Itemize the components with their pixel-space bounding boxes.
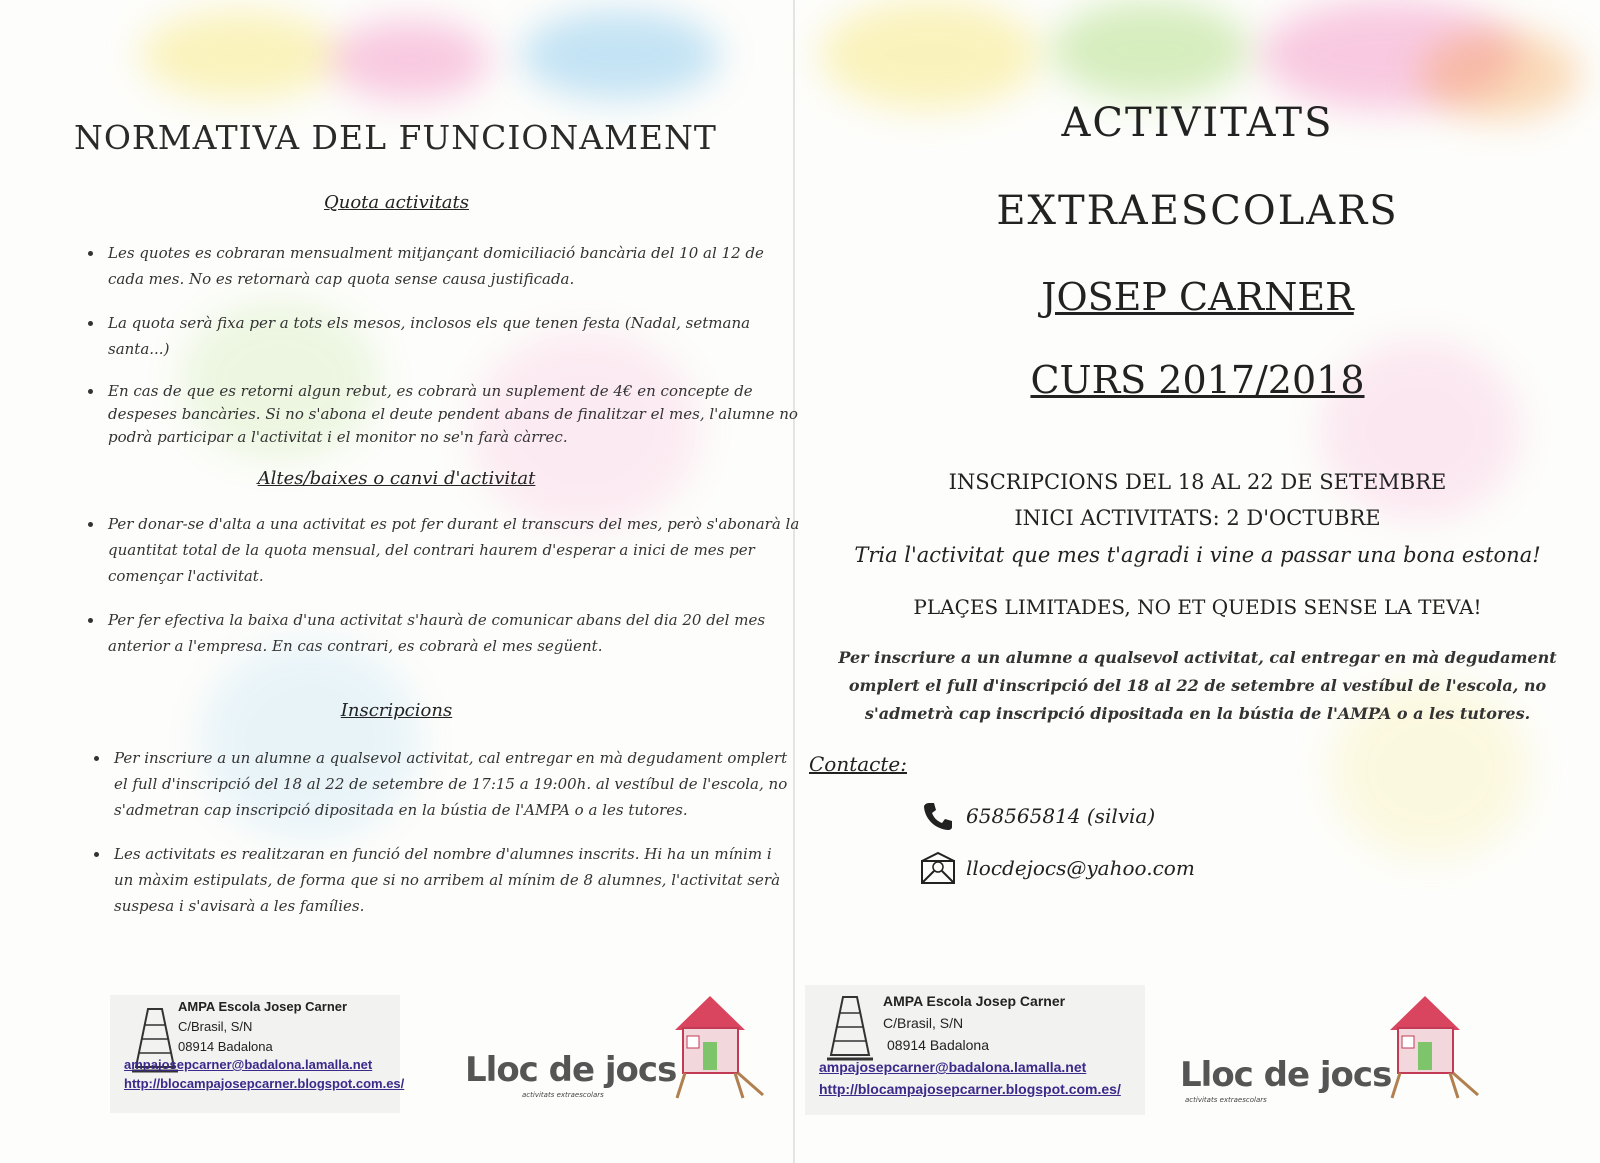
limited-places: PLAÇES LIMITADES, NO ET QUEDIS SENSE LA TEVA! bbox=[913, 595, 1482, 619]
start-date: INICI ACTIVITATS: 2 D'OCTUBRE bbox=[1014, 506, 1381, 530]
ampa-address bbox=[110, 995, 405, 1113]
email-address[interactable]: llocdejocs@yahoo.com bbox=[966, 856, 1195, 880]
ampa-address bbox=[805, 985, 1145, 1115]
email-row bbox=[920, 850, 1195, 886]
phone-row bbox=[920, 798, 1155, 834]
rules-list-altes bbox=[74, 511, 804, 659]
ampa-name: AMPA Escola Josep Carner bbox=[178, 999, 348, 1014]
section-heading-quota: Quota activitats bbox=[323, 192, 470, 213]
ampa-city: 08914 Badalona bbox=[887, 1037, 989, 1053]
lloc-de-jocs-tagline: activitats extraescolars bbox=[1185, 1096, 1267, 1104]
ampa-street: C/Brasil, S/N bbox=[883, 1015, 964, 1031]
section-heading-altes: Altes/baixes o canvi d'activitat bbox=[257, 468, 536, 489]
course-year: CURS 2017/2018 bbox=[1030, 358, 1365, 402]
tagline: Tria l'activitat que mes t'agradi i vine a passar una bona estona! bbox=[854, 543, 1541, 567]
section-heading-inscripcions: Inscripcions bbox=[340, 700, 453, 721]
email-icon bbox=[920, 850, 956, 886]
ampa-footer bbox=[110, 995, 405, 1113]
inscriptions-dates: INSCRIPCIONS DEL 18 AL 22 DE SETEMBRE bbox=[948, 470, 1447, 494]
announcement-panel bbox=[795, 0, 1600, 1163]
title-activitats: ACTIVITATS bbox=[1061, 100, 1334, 146]
contact-label: Contacte: bbox=[809, 752, 907, 776]
lloc-de-jocs-tagline: activitats extraescolars bbox=[522, 1091, 604, 1099]
ampa-blog-link[interactable]: http://blocampajosepcarner.blogspot.com.es/ bbox=[819, 1081, 1121, 1097]
list-item: • La quota serà fixa per a tots els mesos, inclosos els que tenen festa (Nadal, setmana santa...) bbox=[104, 310, 804, 362]
rules-list-inscripcions bbox=[80, 745, 790, 919]
list-item: • Per fer efectiva la baixa d'una activitat s'haurà de comunicar abans del dia 20 del mes anterior a l'empresa. En cas contrari, es cobrarà el mes següent. bbox=[104, 607, 804, 659]
ampa-email-link[interactable]: ampajosepcarner@badalona.lamalla.net bbox=[819, 1059, 1087, 1075]
phone-icon bbox=[920, 798, 956, 834]
ampa-city: 08914 Badalona bbox=[178, 1039, 273, 1054]
playhouse-icon bbox=[1380, 990, 1480, 1100]
ampa-blog-link[interactable]: http://blocampajosepcarner.blogspot.com.es/ bbox=[124, 1076, 405, 1091]
list-item: • En cas de que es retorni algun rebut, es cobrarà un suplement de 4€ en concepte de despeses bancàries. Si no s'abona el deute pendent abans de finalitzar el mes, l'alumne no podrà participar a l'activitat i el monitor no se'n farà càrrec. bbox=[104, 380, 804, 449]
rules-title: NORMATIVA DEL FUNCIONAMENT bbox=[74, 118, 717, 157]
list-item: • Les quotes es cobraran mensualment mitjançant domiciliació bancària del 10 al 12 de cada mes. No es retornarà cap quota sense causa justificada. bbox=[104, 240, 804, 292]
rules-list-quota bbox=[74, 240, 804, 449]
playhouse-icon bbox=[665, 990, 765, 1100]
ampa-street: C/Brasil, S/N bbox=[178, 1019, 253, 1034]
school-name: JOSEP CARNER bbox=[1041, 275, 1354, 319]
list-item: • Per donar-se d'alta a una activitat es pot fer durant el transcurs del mes, però s'abonarà la quantitat total de la quota mensual, del contrari haurem d'esperar a inici de mes per començar l'activitat. bbox=[104, 511, 804, 589]
inscription-notice: Per inscriure a un alumne a qualsevol activitat, cal entregar en mà degudament omplert el full d'inscripció del 18 al 22 de setembre al vestíbul de l'escola, no s'admetrà cap inscripció dipositada en la bústia de l'AMPA o a les tutores. bbox=[838, 648, 1557, 723]
phone-number[interactable]: 658565814 (silvia) bbox=[966, 804, 1156, 828]
title-extraescolars: EXTRAESCOLARS bbox=[996, 188, 1399, 234]
lloc-de-jocs-logo: Lloc de jocs bbox=[465, 1050, 677, 1090]
list-item: • Les activitats es realitzaran en funció del nombre d'alumnes inscrits. Hi ha un mínim i un màxim estipulats, de forma que si no arribem al mínim de 8 alumnes, l'activitat serà suspesa i s'avisarà a les famílies. bbox=[110, 841, 790, 919]
ampa-email-link[interactable]: ampajosepcarner@badalona.lamalla.net bbox=[124, 1057, 373, 1072]
lloc-de-jocs-logo: Lloc de jocs bbox=[1180, 1055, 1392, 1095]
list-item: • Per inscriure a un alumne a qualsevol activitat, cal entregar en mà degudament omplert el full d'inscripció del 18 al 22 de setembre de 17:15 a 19:00h. al vestíbul de l'escola, no s'admetran cap inscripció dipositada en la bústia de l'AMPA o a les tutores. bbox=[110, 745, 790, 823]
ampa-footer bbox=[805, 985, 1145, 1115]
ampa-name: AMPA Escola Josep Carner bbox=[883, 993, 1066, 1009]
